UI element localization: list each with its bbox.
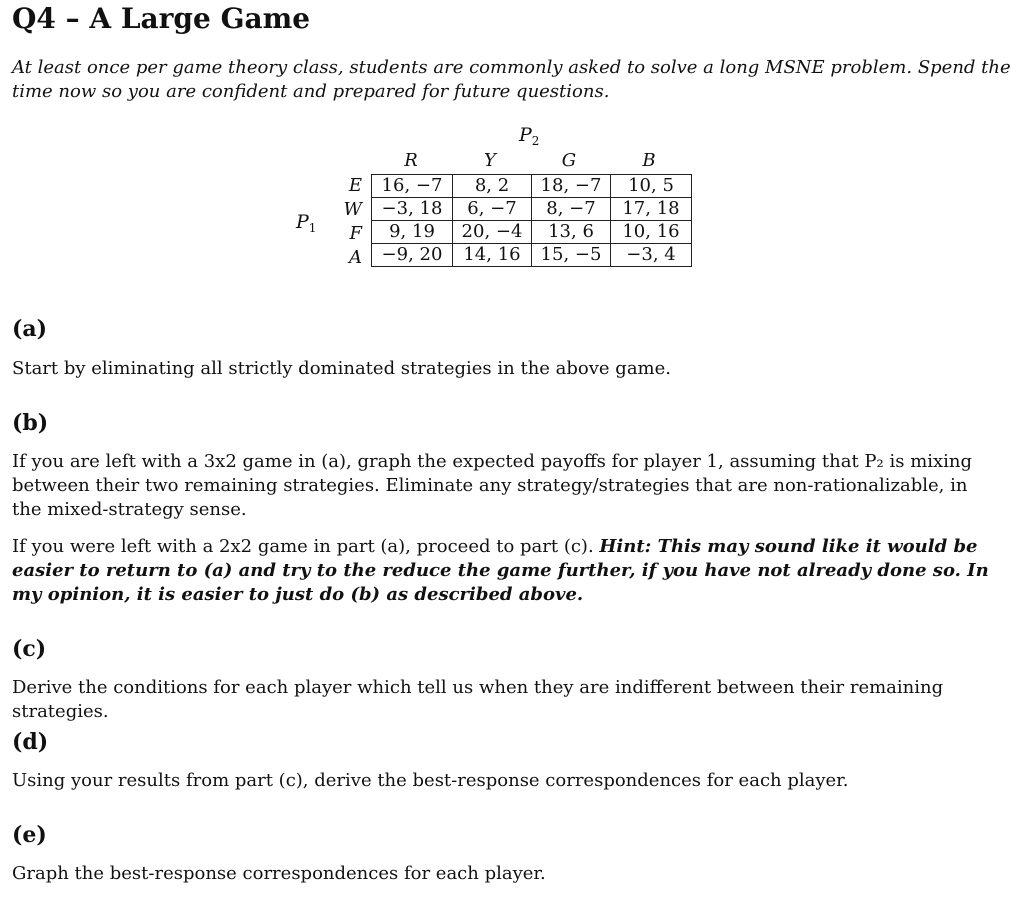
page-title: Q4 – A Large Game (12, 2, 311, 35)
player1-subscript: 1 (308, 221, 317, 235)
player2-label (519, 124, 539, 146)
payoff-cell: 14, 16 (453, 244, 532, 267)
part-a-heading: (a) (12, 316, 48, 342)
payoff-cell: 10, 5 (611, 175, 692, 198)
payoff-cell: 20, −4 (453, 221, 532, 244)
payoff-cell: −3, 18 (372, 198, 453, 221)
player2-subscript: 2 (531, 134, 540, 148)
payoff-cell: 8, 2 (453, 175, 532, 198)
player1-label (296, 211, 316, 233)
payoff-cell: 10, 16 (611, 221, 692, 244)
part-b-text: If you are left with a 3x2 game in (a), graph the expected payoffs for player 1, assuming that P₂ is mixing between their two remaining strategies. Eliminate any strategy/strategies that are non-rationalizable, in the mixed-strategy sense. (12, 451, 973, 520)
table-row (372, 221, 692, 244)
part-d-heading: (d) (12, 729, 49, 755)
payoff-cell: 17, 18 (611, 198, 692, 221)
payoff-cell: 6, −7 (453, 198, 532, 221)
part-b-heading: (b) (12, 410, 49, 436)
row-header-e: E (348, 175, 362, 196)
part-b-followup (12, 535, 1002, 607)
table-row (372, 244, 692, 267)
payoff-matrix (371, 174, 692, 267)
part-a-text: Start by eliminating all strictly dominated strategies in the above game. (12, 358, 671, 379)
payoff-cell: −3, 4 (611, 244, 692, 267)
part-e-text: Graph the best-response correspondences for each player. (12, 863, 546, 884)
column-header-b: B (642, 150, 656, 171)
player2-letter: P (519, 124, 532, 146)
table-row (372, 175, 692, 198)
table-row (372, 198, 692, 221)
payoff-cell: −9, 20 (372, 244, 453, 267)
payoff-cell: 13, 6 (532, 221, 611, 244)
part-d-text: Using your results from part (c), derive the best-response correspondences for each player. (12, 770, 849, 791)
column-header-g: G (561, 150, 577, 171)
payoff-cell: 16, −7 (372, 175, 453, 198)
payoff-cell: 8, −7 (532, 198, 611, 221)
payoff-cell: 18, −7 (532, 175, 611, 198)
row-header-w: W (343, 199, 362, 220)
part-e-heading: (e) (12, 822, 47, 848)
column-header-r: R (404, 150, 418, 171)
part-c-text: Derive the conditions for each player which tell us when they are indifferent between their remaining strategies. (12, 677, 944, 722)
column-header-y: Y (484, 150, 496, 171)
hint-text: Hint: This may sound like it would be easier to return to (a) and try to the reduce the game further, if you have not already done so. In my opinion, it is easier to just do (b) as described above. (12, 536, 989, 605)
row-header-f: F (349, 223, 362, 244)
part-b-followup-text: If you were left with a 2x2 game in part (a), proceed to part (c). (12, 536, 594, 557)
row-header-a: A (349, 247, 362, 268)
payoff-cell: 9, 19 (372, 221, 453, 244)
payoff-cell: 15, −5 (532, 244, 611, 267)
part-c-heading: (c) (12, 636, 47, 662)
player1-letter: P (296, 211, 309, 233)
intro-text: At least once per game theory class, students are commonly asked to solve a long MSNE problem. Spend the time now so you are confident and prepared for future questions. (12, 57, 1011, 102)
